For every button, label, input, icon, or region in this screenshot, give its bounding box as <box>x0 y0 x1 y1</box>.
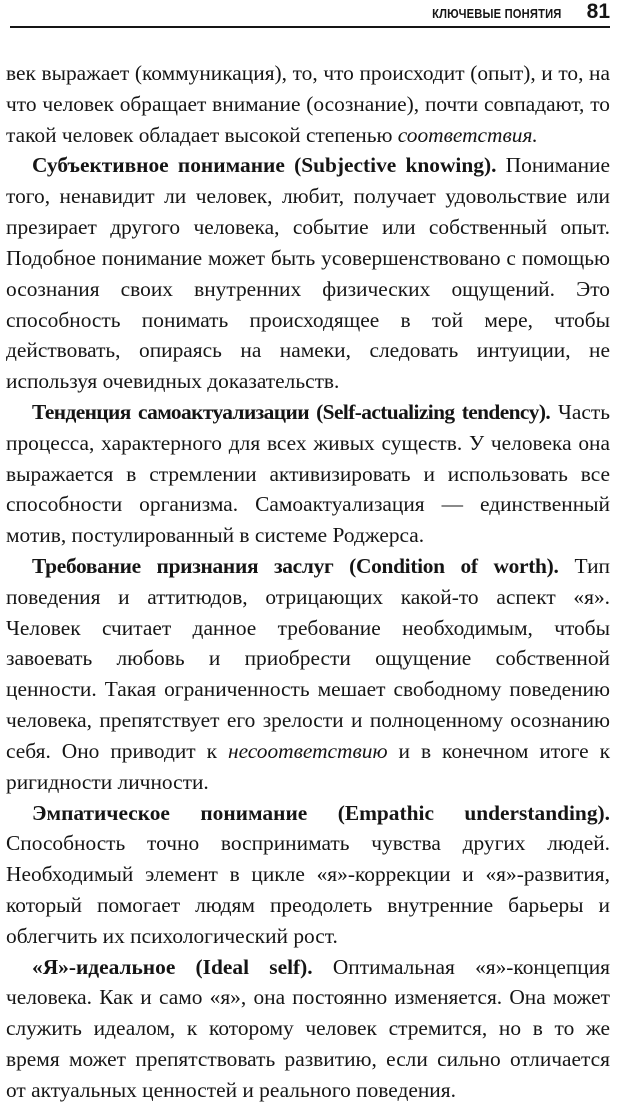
header-rule <box>10 26 610 28</box>
glossary-definition: Способность точно воспринимать чувства других людей. Необходимый элемент в цикле «я»-коррекции и «я»-развития, который помогает людям преодолеть внутренние барьеры и облегчить их психологический рост. <box>6 831 610 948</box>
paragraph-text: век выражает (коммуникация), то, что происходит (опыт), и то, на что человек обращает внимание (осознание), почти совпадают, то такой человек обладает высокой степенью <box>6 61 610 147</box>
glossary-term: Требование признания заслуг (Condition of worth). <box>32 554 559 578</box>
glossary-term: Тенденция самоактуализации (Self-actualizing tendency). <box>32 399 551 424</box>
glossary-term: Субъективное понимание (Subjective knowing). <box>32 153 497 178</box>
glossary-definition: Понимание того, ненавидит ли человек, любит, получает удовольствие или презирает другого человека, событие или собственный опыт. Подобное понимание может быть усовершенствовано с помощью осознания своих внутренних физических ощущений. Это способность понимать происходящее в той мере, чтобы действовать, опираясь на намеки, следовать интуиции, не используя очевидных доказательств. <box>6 153 610 394</box>
body-text <box>6 58 610 1106</box>
glossary-term: «Я»-идеальное (Ideal self). <box>32 954 313 979</box>
glossary-entry-ideal-self <box>6 952 610 1106</box>
glossary-definition: Часть процесса, характерного для всех живых существ. У человека она выражается в стремлении активизировать и использовать все способности организма. Самоактуализация — единственный мотив, постулированный в системе Роджерса. <box>6 399 610 548</box>
glossary-entry-condition-of-worth <box>6 551 610 798</box>
italic-term: несоответствию <box>227 738 388 763</box>
running-head-title: КЛЮЧЕВЫЕ ПОНЯТИЯ <box>432 6 562 21</box>
glossary-definition: Тип поведения и аттитюдов, отрицающих какой-то аспект «я». Человек считает данное требование необходимым, чтобы завоевать любовь и приобрести ощущение собственной ценности. Такая ограниченность мешает свободному поведению человека, препятствует его зрелости и полноценному осознанию себя. Оно приводит к <box>6 554 610 763</box>
glossary-term: Эмпатическое понимание (Empathic understanding). <box>32 800 610 825</box>
glossary-entry-empathic-understanding <box>6 798 610 952</box>
running-head <box>0 0 620 36</box>
glossary-entry-self-actualizing-tendency <box>6 397 610 551</box>
page-number: 81 <box>586 0 610 23</box>
glossary-definition: Оптимальная «я»-концепция человека. Как и само «я», она постоянно изменяется. Она может служить идеалом, к которому человек стремится, но в то же время может препятствовать развитию, если сильно отличается от актуальных ценностей и реального поведения. <box>6 954 610 1102</box>
paragraph-continuation <box>6 58 610 150</box>
italic-term: соответствия. <box>397 122 538 147</box>
glossary-entry-subjective-knowing <box>6 150 610 397</box>
glossary-definition-end: и в конечном итоге к ригидности личности. <box>6 738 610 794</box>
